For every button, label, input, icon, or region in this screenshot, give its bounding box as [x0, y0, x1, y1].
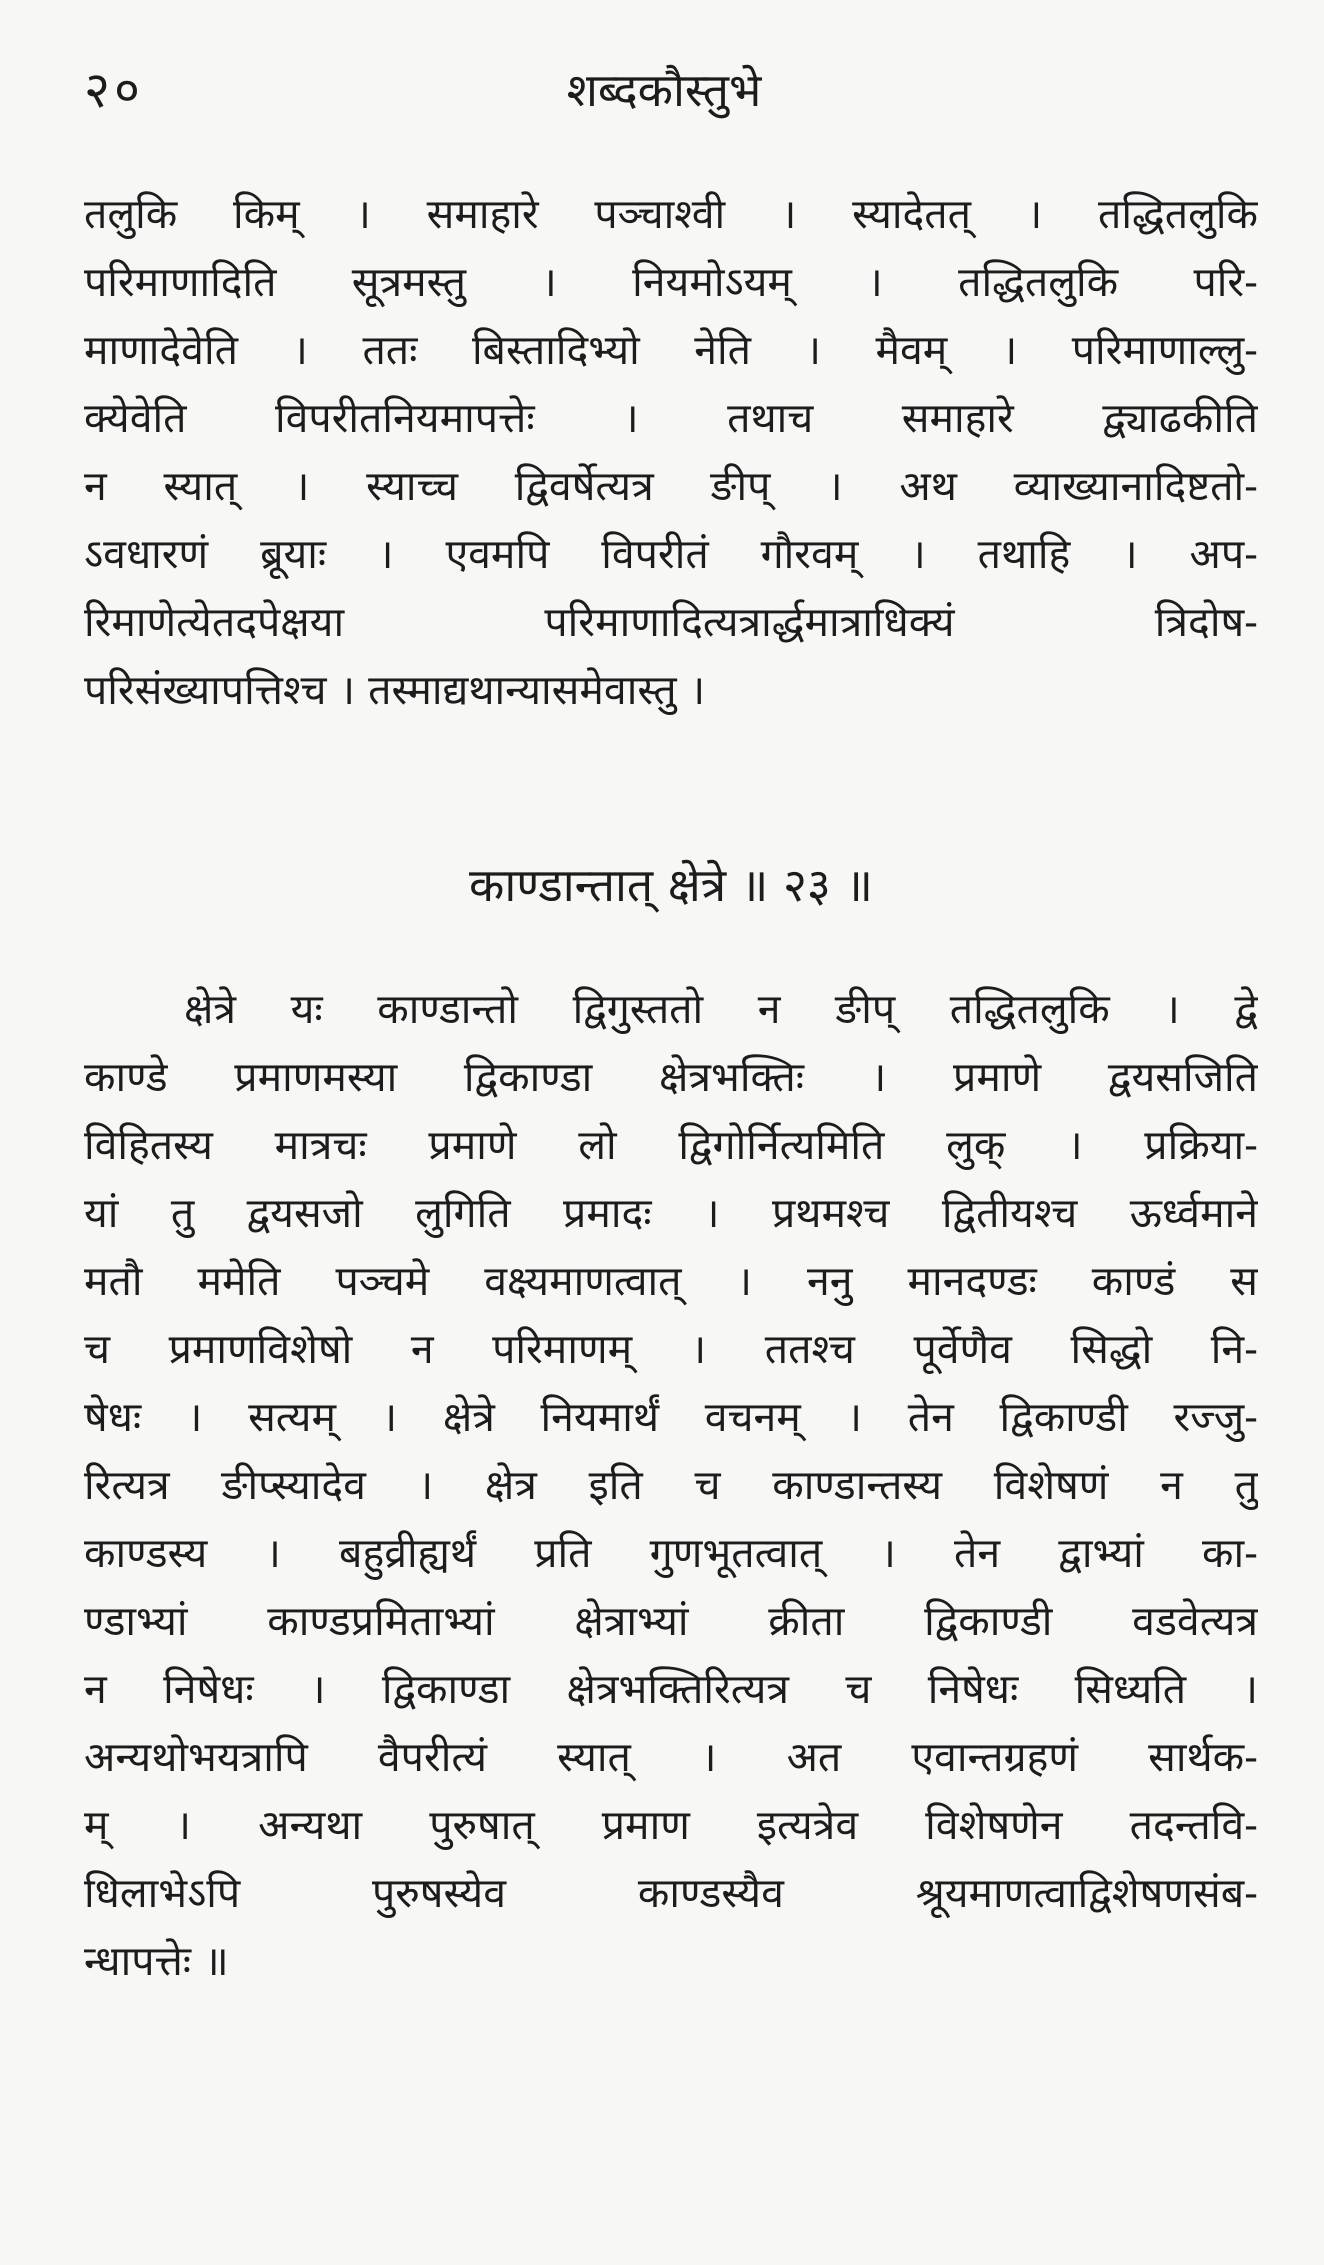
text-line: अन्यथोभयत्रापि वैपरीत्यं स्यात् । अत एवान्तग्रहणं सार्थक- — [84, 1733, 1258, 1781]
text-line: तलुकि किम् । समाहारे पञ्चाश्वी । स्यादेतत् । तद्धितलुकि — [84, 190, 1258, 238]
commentary-paragraph-2 — [84, 975, 1258, 1995]
text-line: न्धापत्तेः ॥ — [84, 1937, 229, 1985]
sutra-heading: काण्डान्तात् क्षेत्रे ॥ २३ ॥ — [469, 858, 873, 912]
page-number: २० — [84, 61, 144, 119]
text-line: यां तु द्वयसजो लुगिति प्रमादः । प्रथमश्च द्वितीयश्च ऊर्ध्वमाने — [84, 1189, 1258, 1237]
text-line: काण्डे प्रमाणमस्या द्विकाण्डा क्षेत्रभक्तिः । प्रमाणे द्वयसजिति — [84, 1053, 1258, 1101]
running-title: शब्दकौस्तुभे — [566, 63, 762, 117]
text-line: च प्रमाणविशेषो न परिमाणम् । ततश्च पूर्वेणैव सिद्धो नि- — [84, 1325, 1258, 1373]
text-line: परिसंख्यापत्तिश्च । तस्माद्यथान्यासमेवास्तु । — [84, 666, 706, 714]
text-line: धिलाभेऽपि पुरुषस्येव काण्डस्यैव श्रूयमाणत्वाद्विशेषणसंब- — [84, 1869, 1258, 1917]
text-line: मतौ ममेति पञ्चमे वक्ष्यमाणत्वात् । ननु मानदण्डः काण्डं स — [84, 1257, 1258, 1305]
page-header — [84, 50, 1244, 130]
text-line: माणादेवेति । ततः बिस्तादिभ्यो नेति । मैवम् । परिमाणाल्लु- — [84, 326, 1258, 374]
text-line: परिमाणादिति सूत्रमस्तु । नियमोऽयम् । तद्धितलुकि परि- — [84, 258, 1258, 306]
text-line: रित्यत्र ङीप्स्यादेव । क्षेत्र इति च काण्डान्तस्य विशेषणं न तु — [84, 1461, 1258, 1509]
text-line: विहितस्य मात्रचः प्रमाणे लो द्विगोर्नित्यमिति लुक् । प्रक्रिया- — [84, 1121, 1258, 1169]
commentary-paragraph-1 — [84, 180, 1258, 724]
text-line: म् । अन्यथा पुरुषात् प्रमाण इत्यत्रेव विशेषणेन तदन्तवि- — [84, 1801, 1258, 1849]
text-line: ण्डाभ्यां काण्डप्रमिताभ्यां क्षेत्राभ्यां क्रीता द्विकाण्डी वडवेत्यत्र — [84, 1597, 1258, 1645]
text-line: षेधः । सत्यम् । क्षेत्रे नियमार्थं वचनम् । तेन द्विकाण्डी रज्जु- — [84, 1393, 1258, 1441]
text-line: न स्यात् । स्याच्च द्विवर्षेत्यत्र ङीप् । अथ व्याख्यानादिष्टतो- — [84, 462, 1258, 510]
text-line: न निषेधः । द्विकाण्डा क्षेत्रभक्तिरित्यत्र च निषेधः सिध्यति । — [84, 1665, 1258, 1713]
text-line: काण्डस्य । बहुव्रीह्यर्थं प्रति गुणभूतत्वात् । तेन द्वाभ्यां का- — [84, 1529, 1258, 1577]
text-line: क्षेत्रे यः काण्डान्तो द्विगुस्ततो न ङीप् तद्धितलुकि । द्वे — [184, 985, 1258, 1033]
text-line: क्येवेति विपरीतनियमापत्तेः । तथाच समाहारे द्व्याढकीति — [84, 394, 1258, 442]
text-line: रिमाणेत्येतदपेक्षया परिमाणादित्यत्रार्द्धमात्राधिक्यं त्रिदोष- — [84, 598, 1258, 646]
text-line: ऽवधारणं ब्रूयाः । एवमपि विपरीतं गौरवम् । तथाहि । अप- — [84, 530, 1258, 578]
